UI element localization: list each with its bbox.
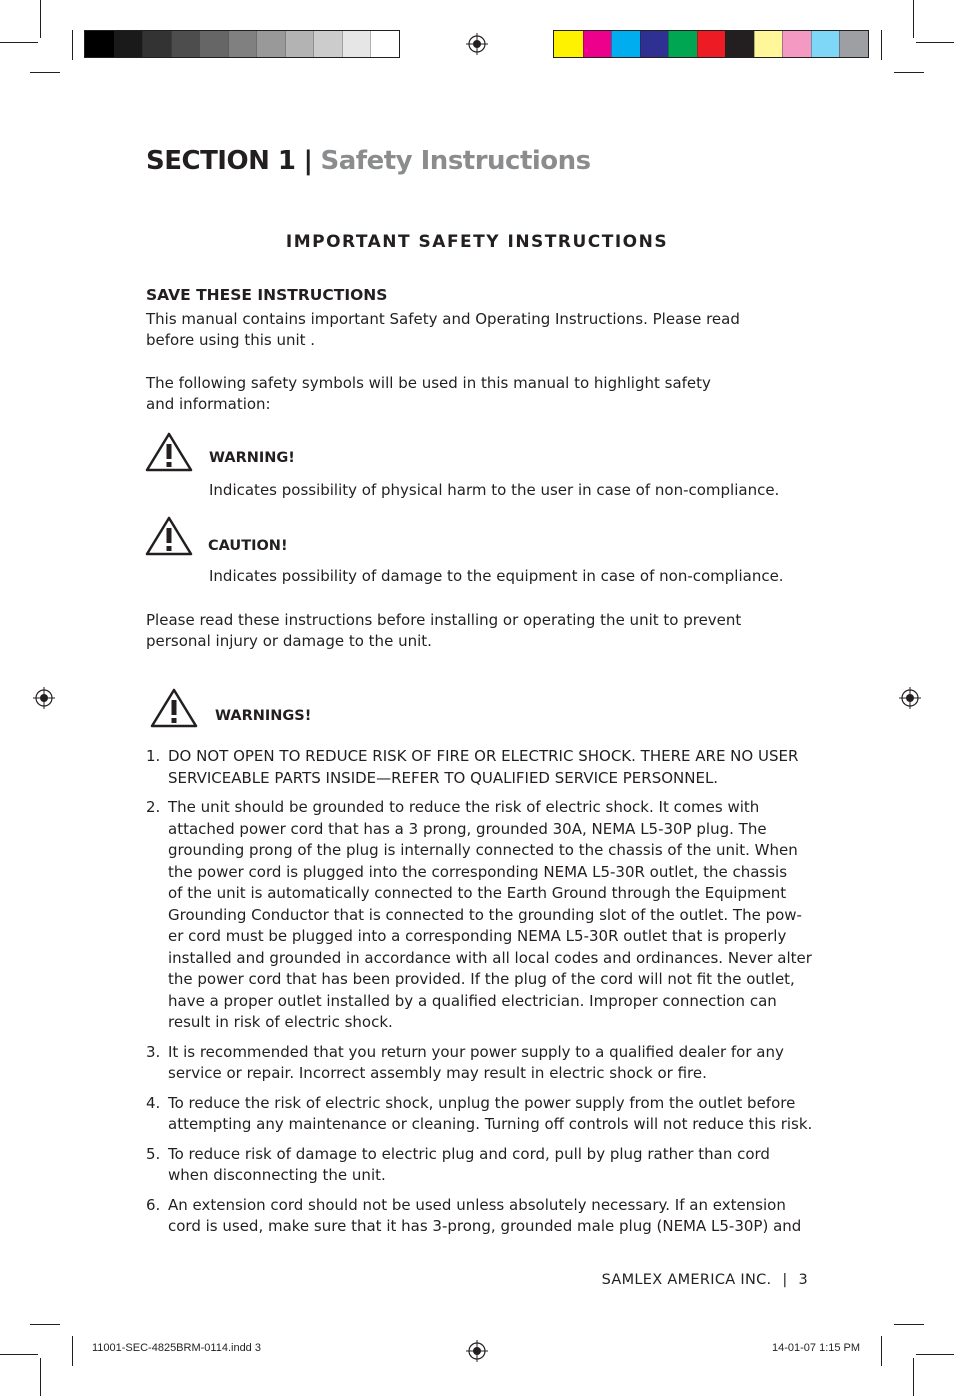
symbols-line: and information: <box>146 395 271 413</box>
gray-swatch <box>85 31 114 57</box>
warning-item-line: when disconnecting the unit. <box>168 1166 386 1184</box>
gray-swatch <box>313 31 342 57</box>
registration-mark-icon <box>33 687 55 709</box>
warning-description: Indicates possibility of physical harm to the user in case of non-compliance. <box>209 481 780 499</box>
warning-item-number: 3. <box>146 1042 161 1061</box>
slug-datetime: 14-01-07 1:15 PM <box>772 1342 861 1354</box>
warning-item-number: 4. <box>146 1093 161 1112</box>
process-color-bar <box>553 30 869 58</box>
slug-filename: 11001-SEC-4825BRM-0114.indd 3 <box>92 1342 261 1354</box>
important-heading: IMPORTANT SAFETY INSTRUCTIONS <box>285 232 669 252</box>
warning-item-number: 6. <box>146 1195 161 1214</box>
intro-line: This manual contains important Safety and Operating Instructions. Please read <box>146 310 740 328</box>
crop-mark <box>0 42 38 43</box>
registration-mark-icon <box>899 687 921 709</box>
warning-triangle-icon <box>145 432 193 472</box>
warning-item-line: An extension cord should not be used unless absolutely necessary. If an extension <box>168 1195 786 1214</box>
warning-item-number: 5. <box>146 1144 161 1163</box>
warning-item-number: 1. <box>146 747 161 765</box>
crop-mark <box>913 0 914 38</box>
color-swatch <box>754 31 783 57</box>
warning-item-line: service or repair. Incorrect assembly may result in electric shock or fire. <box>168 1064 707 1082</box>
color-swatch <box>554 31 583 57</box>
crop-mark <box>0 1354 38 1355</box>
read-before-paragraph <box>146 610 786 652</box>
crop-mark <box>894 72 924 73</box>
warning-item-line: have a proper outlet installed by a qualified electrician. Improper connection can <box>168 991 777 1010</box>
warning-item-line: the power cord is plugged into the corresponding NEMA L5-30R outlet, the chassis <box>168 862 788 881</box>
warning-item <box>146 1042 814 1085</box>
crop-mark <box>72 30 73 60</box>
warning-item-line: To reduce risk of damage to electric plug and cord, pull by plug rather than cord <box>168 1144 770 1163</box>
gray-swatch <box>370 31 399 57</box>
warning-item-line: SERVICEABLE PARTS INSIDE—REFER TO QUALIFIED SERVICE PERSONNEL. <box>168 768 719 787</box>
color-swatch <box>839 31 868 57</box>
color-swatch <box>668 31 697 57</box>
caution-triangle-icon <box>145 516 193 556</box>
crop-mark <box>916 42 954 43</box>
warning-item-line: DO NOT OPEN TO REDUCE RISK OF FIRE OR ELECTRIC SHOCK. THERE ARE NO USER <box>168 747 799 765</box>
warning-item <box>146 1144 814 1187</box>
warning-item-line: installed and grounded in accordance with all local codes and ordinances. Never alter <box>168 948 812 967</box>
caution-description: Indicates possibility of damage to the equipment in case of non-compliance. <box>209 567 784 585</box>
intro-paragraph <box>146 309 786 351</box>
warning-item-line: attached power cord that has a 3 prong, grounded 30A, NEMA L5-30P plug. The <box>168 819 767 838</box>
warning-label: WARNING! <box>209 450 295 466</box>
symbols-line: The following safety symbols will be used in this manual to highlight safety <box>146 374 711 392</box>
section-title: Safety Instructions <box>320 146 591 176</box>
color-swatch <box>611 31 640 57</box>
warning-item <box>146 797 814 1034</box>
crop-mark <box>894 1324 924 1325</box>
section-heading <box>146 146 591 176</box>
warning-item-line: The unit should be grounded to reduce the risk of electric shock. It comes with <box>168 798 760 816</box>
page-number: 3 <box>798 1272 808 1288</box>
gray-swatch <box>285 31 314 57</box>
gray-swatch <box>228 31 257 57</box>
crop-mark <box>40 0 41 38</box>
company-name: SAMLEX AMERICA INC. <box>601 1272 772 1288</box>
crop-mark <box>72 1336 73 1366</box>
save-instructions-heading: SAVE THESE INSTRUCTIONS <box>146 286 388 304</box>
crop-mark <box>913 1358 914 1396</box>
symbols-paragraph <box>146 373 786 415</box>
warnings-list <box>146 746 814 1246</box>
section-label: SECTION 1 <box>146 146 296 176</box>
gray-swatch <box>171 31 200 57</box>
warnings-label: WARNINGS! <box>215 708 312 724</box>
warning-item-line: result in risk of electric shock. <box>168 1013 393 1031</box>
crop-mark <box>881 30 882 60</box>
footer-separator: | <box>782 1272 788 1288</box>
warning-item-line: It is recommended that you return your power supply to a qualified dealer for any <box>168 1042 784 1061</box>
registration-mark-icon <box>466 33 488 55</box>
caution-label: CAUTION! <box>208 538 288 554</box>
warning-item <box>146 1195 814 1238</box>
warning-item-line: attempting any maintenance or cleaning. Turning off controls will not reduce this risk. <box>168 1115 813 1133</box>
gray-swatch <box>142 31 171 57</box>
gray-swatch <box>199 31 228 57</box>
warning-item-number: 2. <box>146 798 161 816</box>
registration-mark-icon <box>466 1340 488 1362</box>
warning-item-line: er cord must be plugged into a corresponding NEMA L5-30R outlet that is properly <box>168 927 787 945</box>
intro-line: before using this unit . <box>146 331 316 349</box>
warning-item-line: To reduce the risk of electric shock, unplug the power supply from the outlet before <box>168 1093 796 1112</box>
color-swatch <box>811 31 840 57</box>
read-line: personal injury or damage to the unit. <box>146 632 432 650</box>
page-footer <box>602 1272 808 1288</box>
section-separator: | <box>303 146 313 176</box>
warning-item-line: grounding prong of the plug is internally connected to the chassis of the unit. When <box>168 841 798 859</box>
crop-mark <box>881 1336 882 1366</box>
warning-item <box>146 746 814 789</box>
warning-item-line: of the unit is automatically connected to the Earth Ground through the Equipment <box>168 884 787 902</box>
crop-mark <box>30 72 60 73</box>
read-line: Please read these instructions before installing or operating the unit to prevent <box>146 611 742 629</box>
warning-item-line: the power cord that has been provided. If the plug of the cord will not fit the outlet, <box>168 970 795 988</box>
crop-mark <box>40 1358 41 1396</box>
color-swatch <box>782 31 811 57</box>
warning-item-line: Grounding Conductor that is connected to the grounding slot of the outlet. The pow- <box>168 905 802 924</box>
gray-swatch <box>256 31 285 57</box>
crop-mark <box>916 1354 954 1355</box>
grayscale-color-bar <box>84 30 400 58</box>
color-swatch <box>697 31 726 57</box>
warnings-triangle-icon <box>150 688 198 728</box>
color-swatch <box>583 31 612 57</box>
gray-swatch <box>342 31 371 57</box>
gray-swatch <box>114 31 143 57</box>
crop-mark <box>30 1324 60 1325</box>
warning-item-line: cord is used, make sure that it has 3-prong, grounded male plug (NEMA L5-30P) and <box>168 1217 802 1235</box>
color-swatch <box>725 31 754 57</box>
color-swatch <box>640 31 669 57</box>
warning-item <box>146 1093 814 1136</box>
